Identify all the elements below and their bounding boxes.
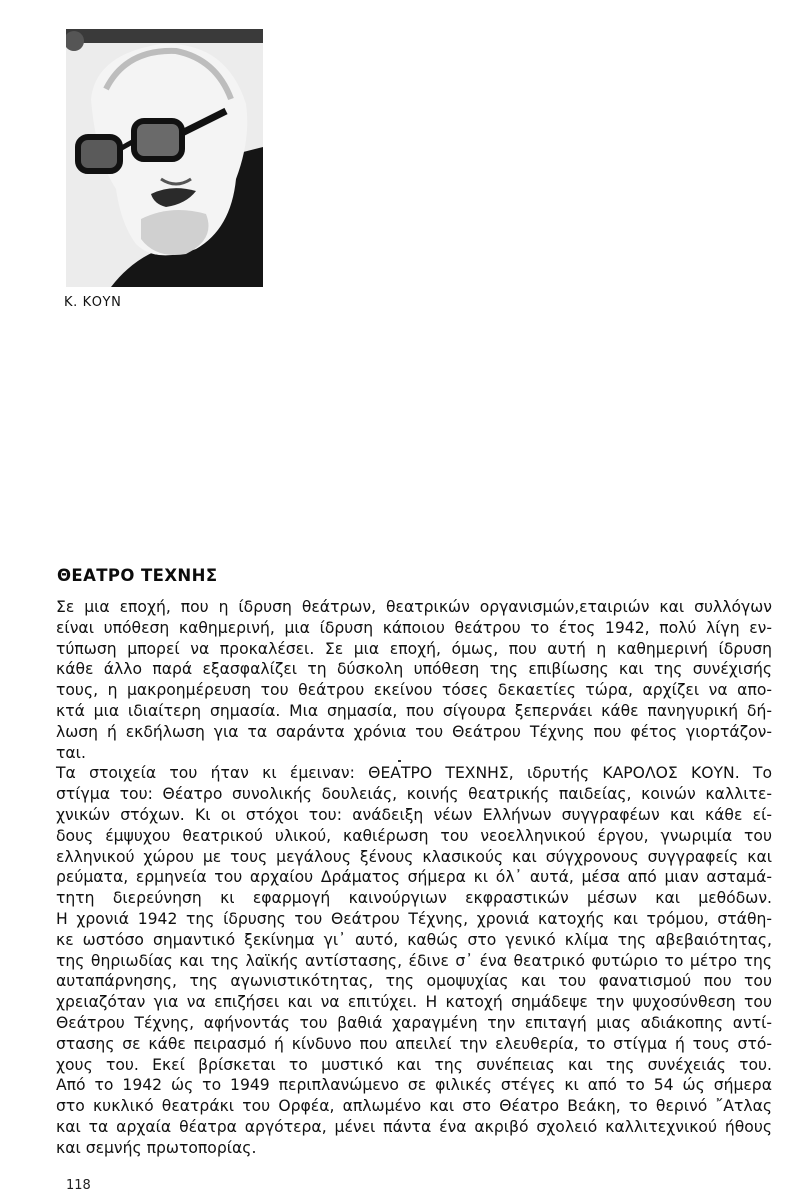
text-line: τους, η μακροημέρευση του θεάτρου εκείνου τόσες δεκαετίες τώρα, αρχίζει να απο-	[56, 681, 772, 700]
article-body	[56, 597, 772, 1159]
portrait-photo	[66, 29, 263, 287]
text-line: και σεμνής πρωτοπορίας.	[56, 1138, 257, 1157]
text-line: χνικών στόχων. Κι οι στόχοι του: ανάδειξη νέων Ελλήνων συγγραφέων και κάθε εί-	[56, 805, 772, 824]
print-speck	[398, 760, 401, 762]
text-line: Από το 1942 ώς το 1949 περιπλανώμενο σε φιλικές στέγες κι από το 54 ώς σήμερα	[56, 1076, 772, 1095]
text-line: ται.	[56, 743, 86, 762]
text-line: στο κυκλικό θεατράκι του Ορφέα, απλωμένο και στο Θέατρο Βεάκη, το θερινό ῎Ατλας	[56, 1097, 772, 1116]
text-line: στασης σε κάθε πειρασμό ή κίνδυνο που απειλεί την ελευθερία, το στίγμα ή τους στό-	[56, 1034, 772, 1053]
text-line: κτά μια ιδιαίτερη σημασία. Μια σημασία, που σίγουρα ξεπερνάει κάθε πανηγυρική δή-	[56, 701, 772, 720]
text-line: χους του. Εκεί βρίσκεται το μυστικό και της συνέπειας και της συνέχειάς του.	[56, 1055, 772, 1074]
text-line: Η χρονιά 1942 της ίδρυσης του Θεάτρου Τέχνης, χρονιά κατοχής και τρόμου, στάθη-	[56, 909, 772, 928]
text-line: τητη διερεύνηση κι εφαρμογή καινούργιων εκφραστικών μέσων και μεθόδων.	[56, 889, 772, 908]
text-line: λωση ή εκδήλωση για τα σαράντα χρόνια του Θεάτρου Τέχνης που φέτος γιορτάζον-	[56, 722, 772, 741]
text-line: της θηριωδίας και της λαϊκής αντίστασης, έδινε σ᾽ ένα θεατρικό φυτώριο το μέτρο της	[56, 951, 772, 970]
text-line: κε ωστόσο σημαντικό ξεκίνημα γι᾽ αυτό, καθώς στο γενικό κλίμα της αβεβαιότητας,	[56, 930, 772, 949]
page-number: 118	[66, 1178, 91, 1193]
text-line: στίγμα του: Θέατρο συνολικής δουλειάς, κοινής θεατρικής παιδείας, κοινών καλλιτε-	[56, 785, 772, 804]
text-line: κάθε άλλο παρά εξασφαλίζει τη δύσκολη υπόθεση της επιβίωσης και της συνέχισής	[56, 660, 772, 679]
text-line: δους έμψυχου θεατρικού υλικού, καθιέρωση του νεοελληνικού έργου, γνωριμία του	[56, 826, 772, 845]
text-line: αυταπάρνησης, της αγωνιστικότητας, της ομοψυχίας και του φανατισμού που του	[56, 972, 772, 991]
text-line: Σε μια εποχή, που η ίδρυση θεάτρων, θεατρικών οργανισμών,εταιριών και συλλόγων	[56, 598, 772, 616]
text-line: Θεάτρου Τέχνης, αφήνοντάς του βαθιά χαραγμένη την επιταγή μιας αδιάκοπης αντί-	[56, 1013, 772, 1032]
text-line: τύπωση μπορεί να προκαλέσει. Σε μια εποχή, όμως, που αυτή η καθημερινή ίδρυση	[56, 639, 772, 658]
photo-caption: Κ. ΚΟΥΝ	[64, 295, 122, 310]
text-line: χρειαζόταν για να επιζήσει και να επιτύχει. Η κατοχή σημάδεψε την ψυχοσύνθεση του	[56, 993, 772, 1012]
article-heading: ΘΕΑΤΡΟ ΤΕΧΝΗΣ	[57, 566, 218, 585]
portrait-image	[66, 29, 263, 287]
text-line: Τα στοιχεία του ήταν κι έμειναν: ΘΕΑΤΡΟ ΤΕΧΝΗΣ, ιδρυτής ΚΑΡΟΛΟΣ ΚΟΥΝ. Το	[56, 764, 772, 783]
text-line: και τα αρχαία θέατρα αργότερα, μένει πάντα ένα ακριβό σχολειό καλλιτεχνικού ήθους	[56, 1117, 772, 1136]
text-line: ρεύματα, ερμηνεία του αρχαίου Δράματος σήμερα κι όλ᾽ αυτά, μέσα από μιαν ασταμά-	[56, 868, 772, 887]
text-line: ελληνικού χώρου με τους μεγάλους ξένους κλασικούς και σύγχρονους συγγραφείς και	[56, 847, 772, 866]
text-line: είναι υπόθεση καθημερινή, μια ίδρυση κάποιου θεάτρου το έτος 1942, πολύ λίγη εν-	[56, 618, 772, 637]
